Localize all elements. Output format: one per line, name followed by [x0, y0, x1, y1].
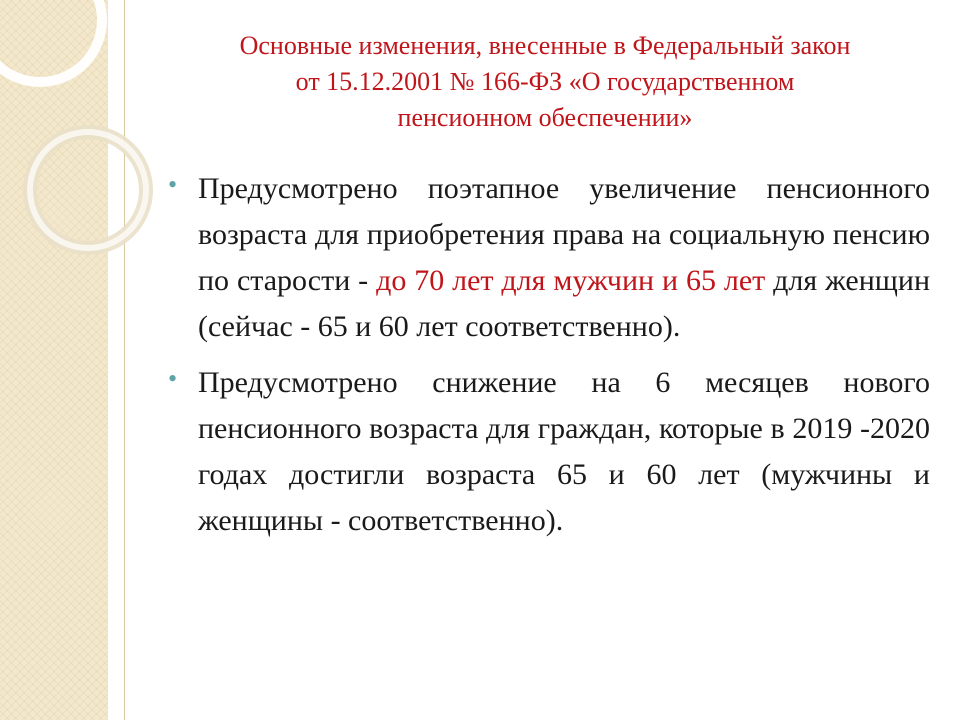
bullet-1-text-before: Предусмотрено поэтапное увеличение пенсионного возраста для приобретения права на социальную пенсию по старости - [198, 172, 930, 297]
bullet-1-highlight: до 70 лет для мужчин и 65 лет [376, 264, 766, 297]
bullet-dot-icon: • [168, 170, 178, 199]
title-line-2: от 15.12.2001 № 166-ФЗ «О государственном [295, 67, 795, 96]
bullet-dot-icon: • [168, 364, 178, 393]
bullet-item-2 [168, 360, 930, 544]
title-line-1: Основные изменения, внесенные в Федеральный закон [239, 31, 851, 60]
slide-body [168, 166, 930, 544]
slide-title [140, 28, 950, 136]
bullet-2-text: Предусмотрено снижение на 6 месяцев нового пенсионного возраста для граждан, которые в 2019 -2020 годах достигли возраста 65 и 60 лет (мужчины и женщины - соответственно). [198, 366, 930, 537]
bullet-item-1 [168, 166, 930, 350]
title-line-3: пенсионном обеспечении» [397, 103, 693, 132]
bullet-1-text-after: для женщин (сейчас - 65 и 60 лет соответственно). [198, 264, 930, 343]
